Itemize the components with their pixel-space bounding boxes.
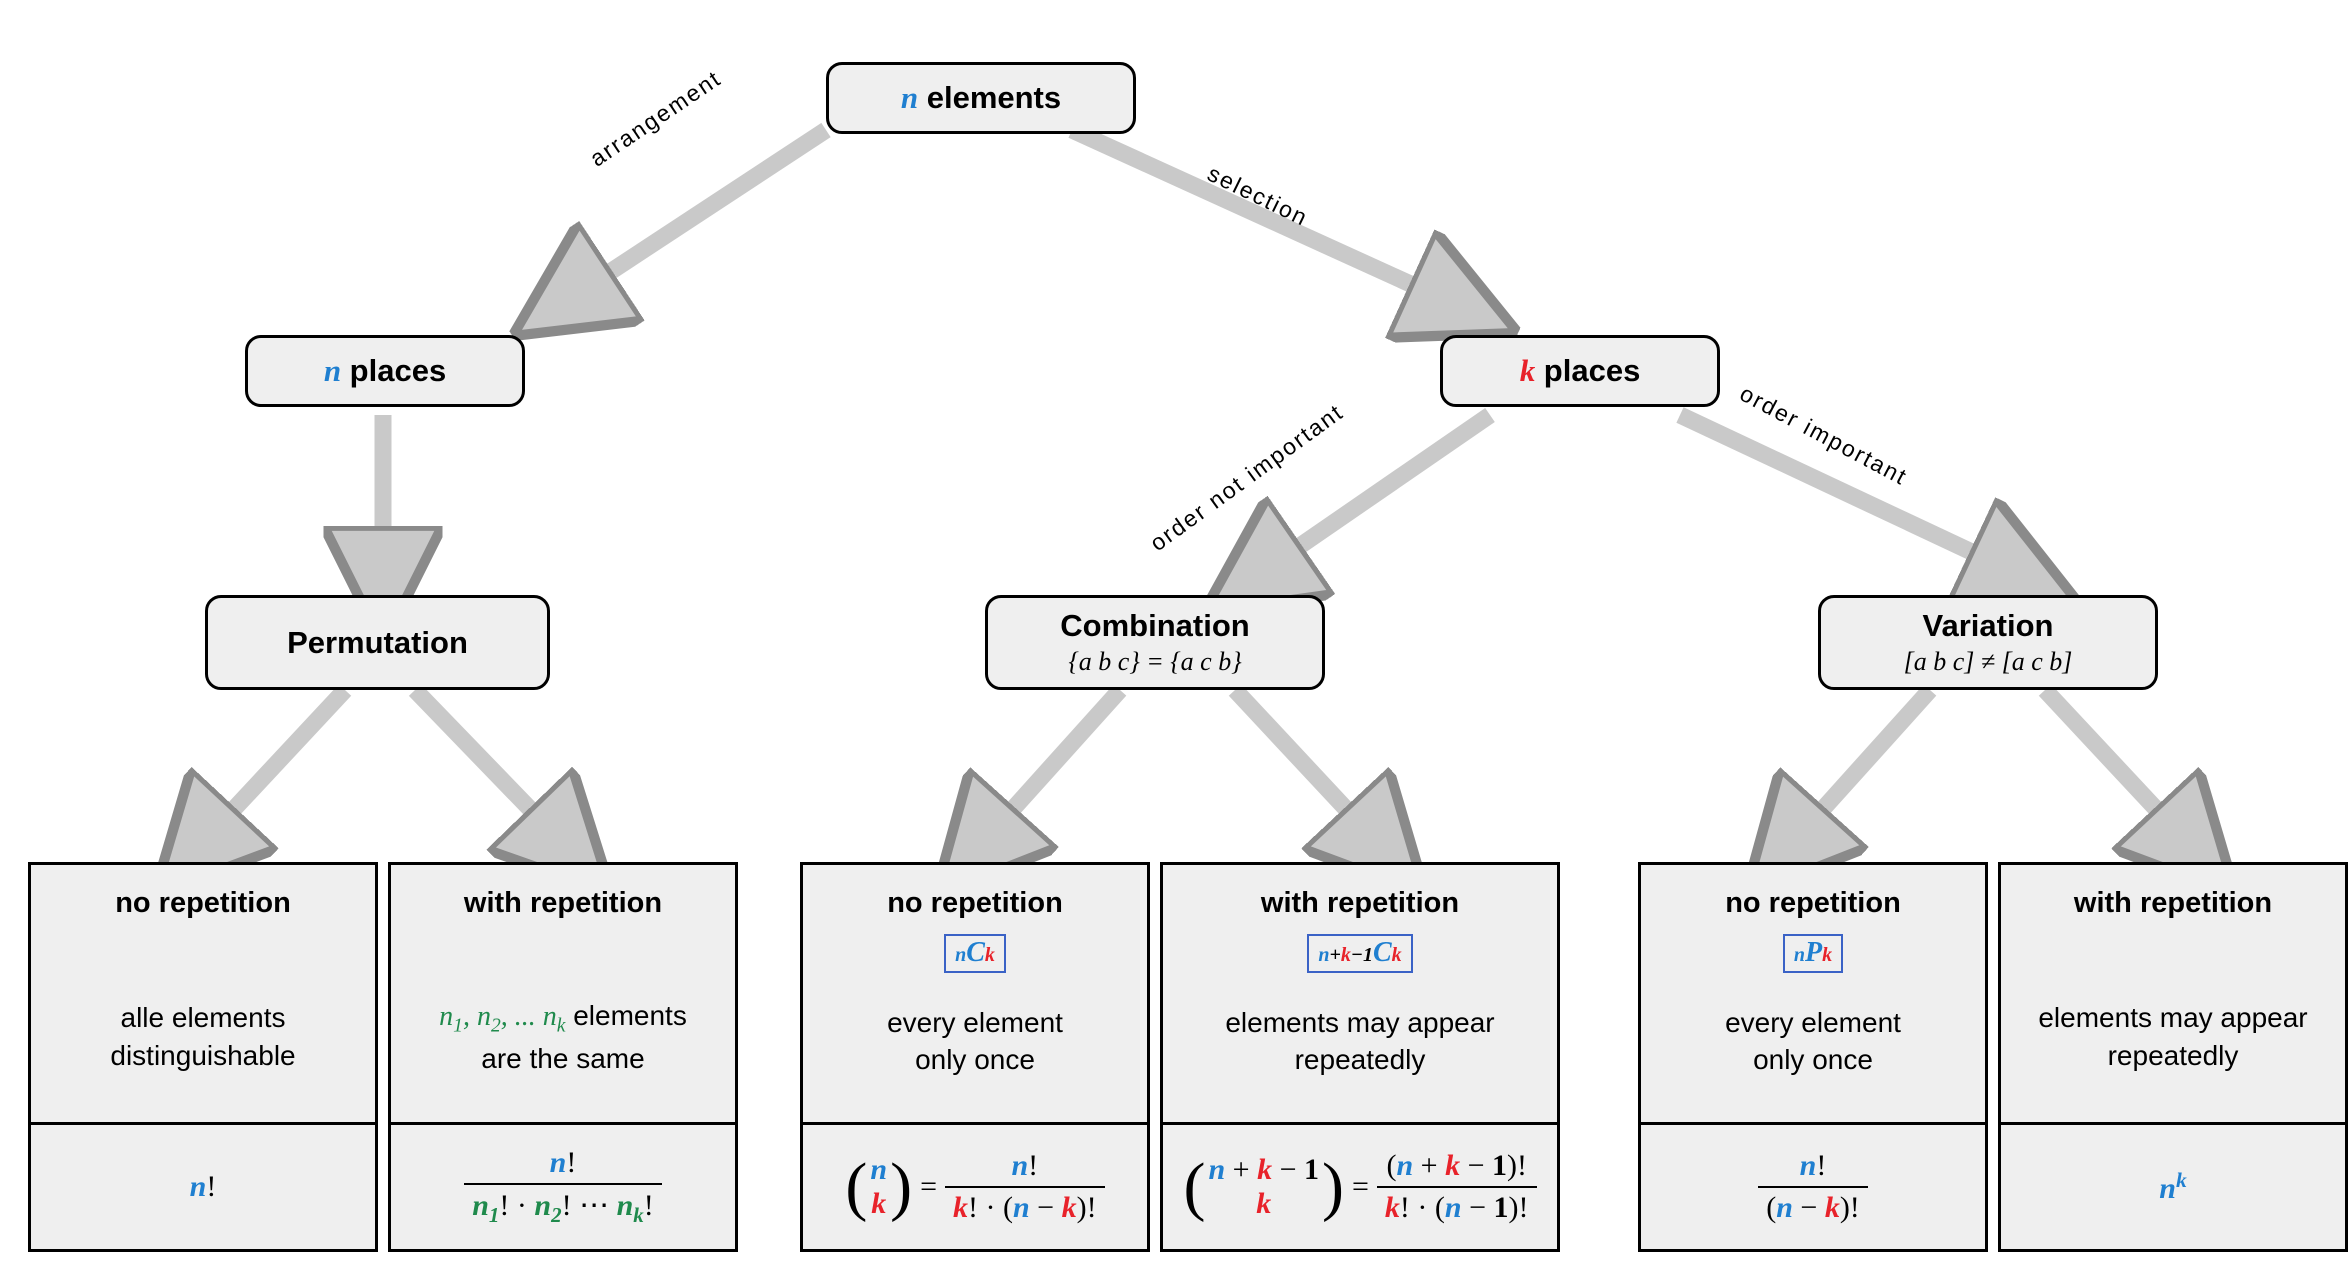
card-body-line2: repeatedly <box>2107 1040 2239 1071</box>
card-tag <box>803 934 1147 973</box>
edge-label-selection: selection <box>1203 160 1313 232</box>
card-body <box>1641 973 1985 1122</box>
card-permutation-no-repetition[interactable] <box>28 862 378 1252</box>
card-body-line2: only once <box>1753 1044 1873 1076</box>
card-tag <box>391 934 735 964</box>
card-body-line2: distinguishable <box>110 1040 296 1071</box>
node-n-elements-label <box>901 80 1061 116</box>
node-k-places-text: places <box>1535 353 1641 389</box>
card-heading: with repetition <box>1260 887 1460 919</box>
card-variation-no-repetition[interactable] <box>1638 862 1988 1252</box>
node-n-places[interactable] <box>245 335 525 407</box>
node-k-places[interactable] <box>1440 335 1720 407</box>
edge-label-order-not-important: order not important <box>1145 398 1349 557</box>
card-formula: ( n + k − 1 k ) = $\frac{(n + k - 1)!}{k! \cdot (n - 1)!}$ <box>1163 1122 1557 1249</box>
card-tag-symbol: n+k−1Ck <box>1307 934 1412 973</box>
card-heading: with repetition <box>463 887 663 919</box>
card-tag <box>2001 934 2345 964</box>
card-combination-no-repetition[interactable] <box>800 862 1150 1252</box>
card-body-line2: repeatedly <box>1294 1044 1426 1076</box>
node-n-places-label <box>324 353 446 389</box>
edge-label-arrangement: arrangement <box>585 64 726 172</box>
card-body-line1: elements may appear <box>1225 1006 1495 1038</box>
card-body <box>1163 973 1557 1122</box>
card-body <box>803 973 1147 1122</box>
card-tag <box>1641 934 1985 973</box>
card-heading: with repetition <box>2073 887 2273 919</box>
card-formula: $\frac{n!}{(n - k)!}$ <box>1641 1122 1985 1249</box>
node-n-places-text: places <box>341 353 447 389</box>
card-body-line1: every element <box>1725 1006 1901 1038</box>
node-variation-subtitle: [a b c] ≠ [a c b] <box>1903 647 2073 677</box>
card-body-line1-suffix: elements <box>573 999 687 1031</box>
card-formula: $\frac{n!}{n_1! \cdot n_2! \cdots n_k!}$ <box>391 1122 735 1249</box>
card-variation-with-repetition[interactable] <box>1998 862 2348 1252</box>
card-tag <box>31 934 375 964</box>
node-variation[interactable] <box>1818 595 2158 690</box>
node-combination-subtitle: {a b c} = {a c b} <box>1068 647 1242 677</box>
card-body-line1: elements may appear <box>2038 1002 2308 1034</box>
node-n-elements-text: elements <box>918 80 1062 116</box>
card-tag-symbol: nPk <box>1783 934 1843 973</box>
card-tag <box>1163 934 1557 973</box>
card-tag-symbol: nCk <box>944 934 1006 973</box>
node-variation-title: Variation <box>1922 607 2054 643</box>
variable-k: k <box>1519 353 1536 389</box>
edge-label-order-important: order important <box>1735 380 1913 491</box>
node-k-places-label <box>1520 353 1641 389</box>
variable-n: n <box>900 80 919 116</box>
card-heading: no repetition <box>887 887 1063 919</box>
node-combination-title: Combination <box>1060 607 1250 643</box>
card-formula: n! <box>31 1122 375 1249</box>
node-n-elements[interactable] <box>826 62 1136 134</box>
card-permutation-with-repetition[interactable] <box>388 862 738 1252</box>
card-heading: no repetition <box>115 887 291 919</box>
card-combination-with-repetition[interactable] <box>1160 862 1560 1252</box>
card-body-line2: only once <box>915 1044 1035 1076</box>
variable-n: n <box>323 353 342 389</box>
card-formula: $n^k$ <box>2001 1122 2345 1249</box>
card-formula: ( n k ) = $\frac{n!}{k! \cdot (n - k)!}$ <box>803 1122 1147 1249</box>
card-body-line1: alle elements <box>120 1002 286 1034</box>
card-body <box>391 964 735 1122</box>
card-heading: no repetition <box>1725 887 1901 919</box>
node-permutation-title: Permutation <box>287 624 468 660</box>
node-permutation[interactable] <box>205 595 550 690</box>
card-body <box>31 964 375 1122</box>
card-body-line2: are the same <box>481 1042 645 1074</box>
node-combination[interactable] <box>985 595 1325 690</box>
card-body <box>2001 964 2345 1122</box>
card-body-line1: every element <box>887 1006 1063 1038</box>
card-body-line1: $n_1$, $n_2$, ... $n_k$ <box>439 1000 566 1037</box>
